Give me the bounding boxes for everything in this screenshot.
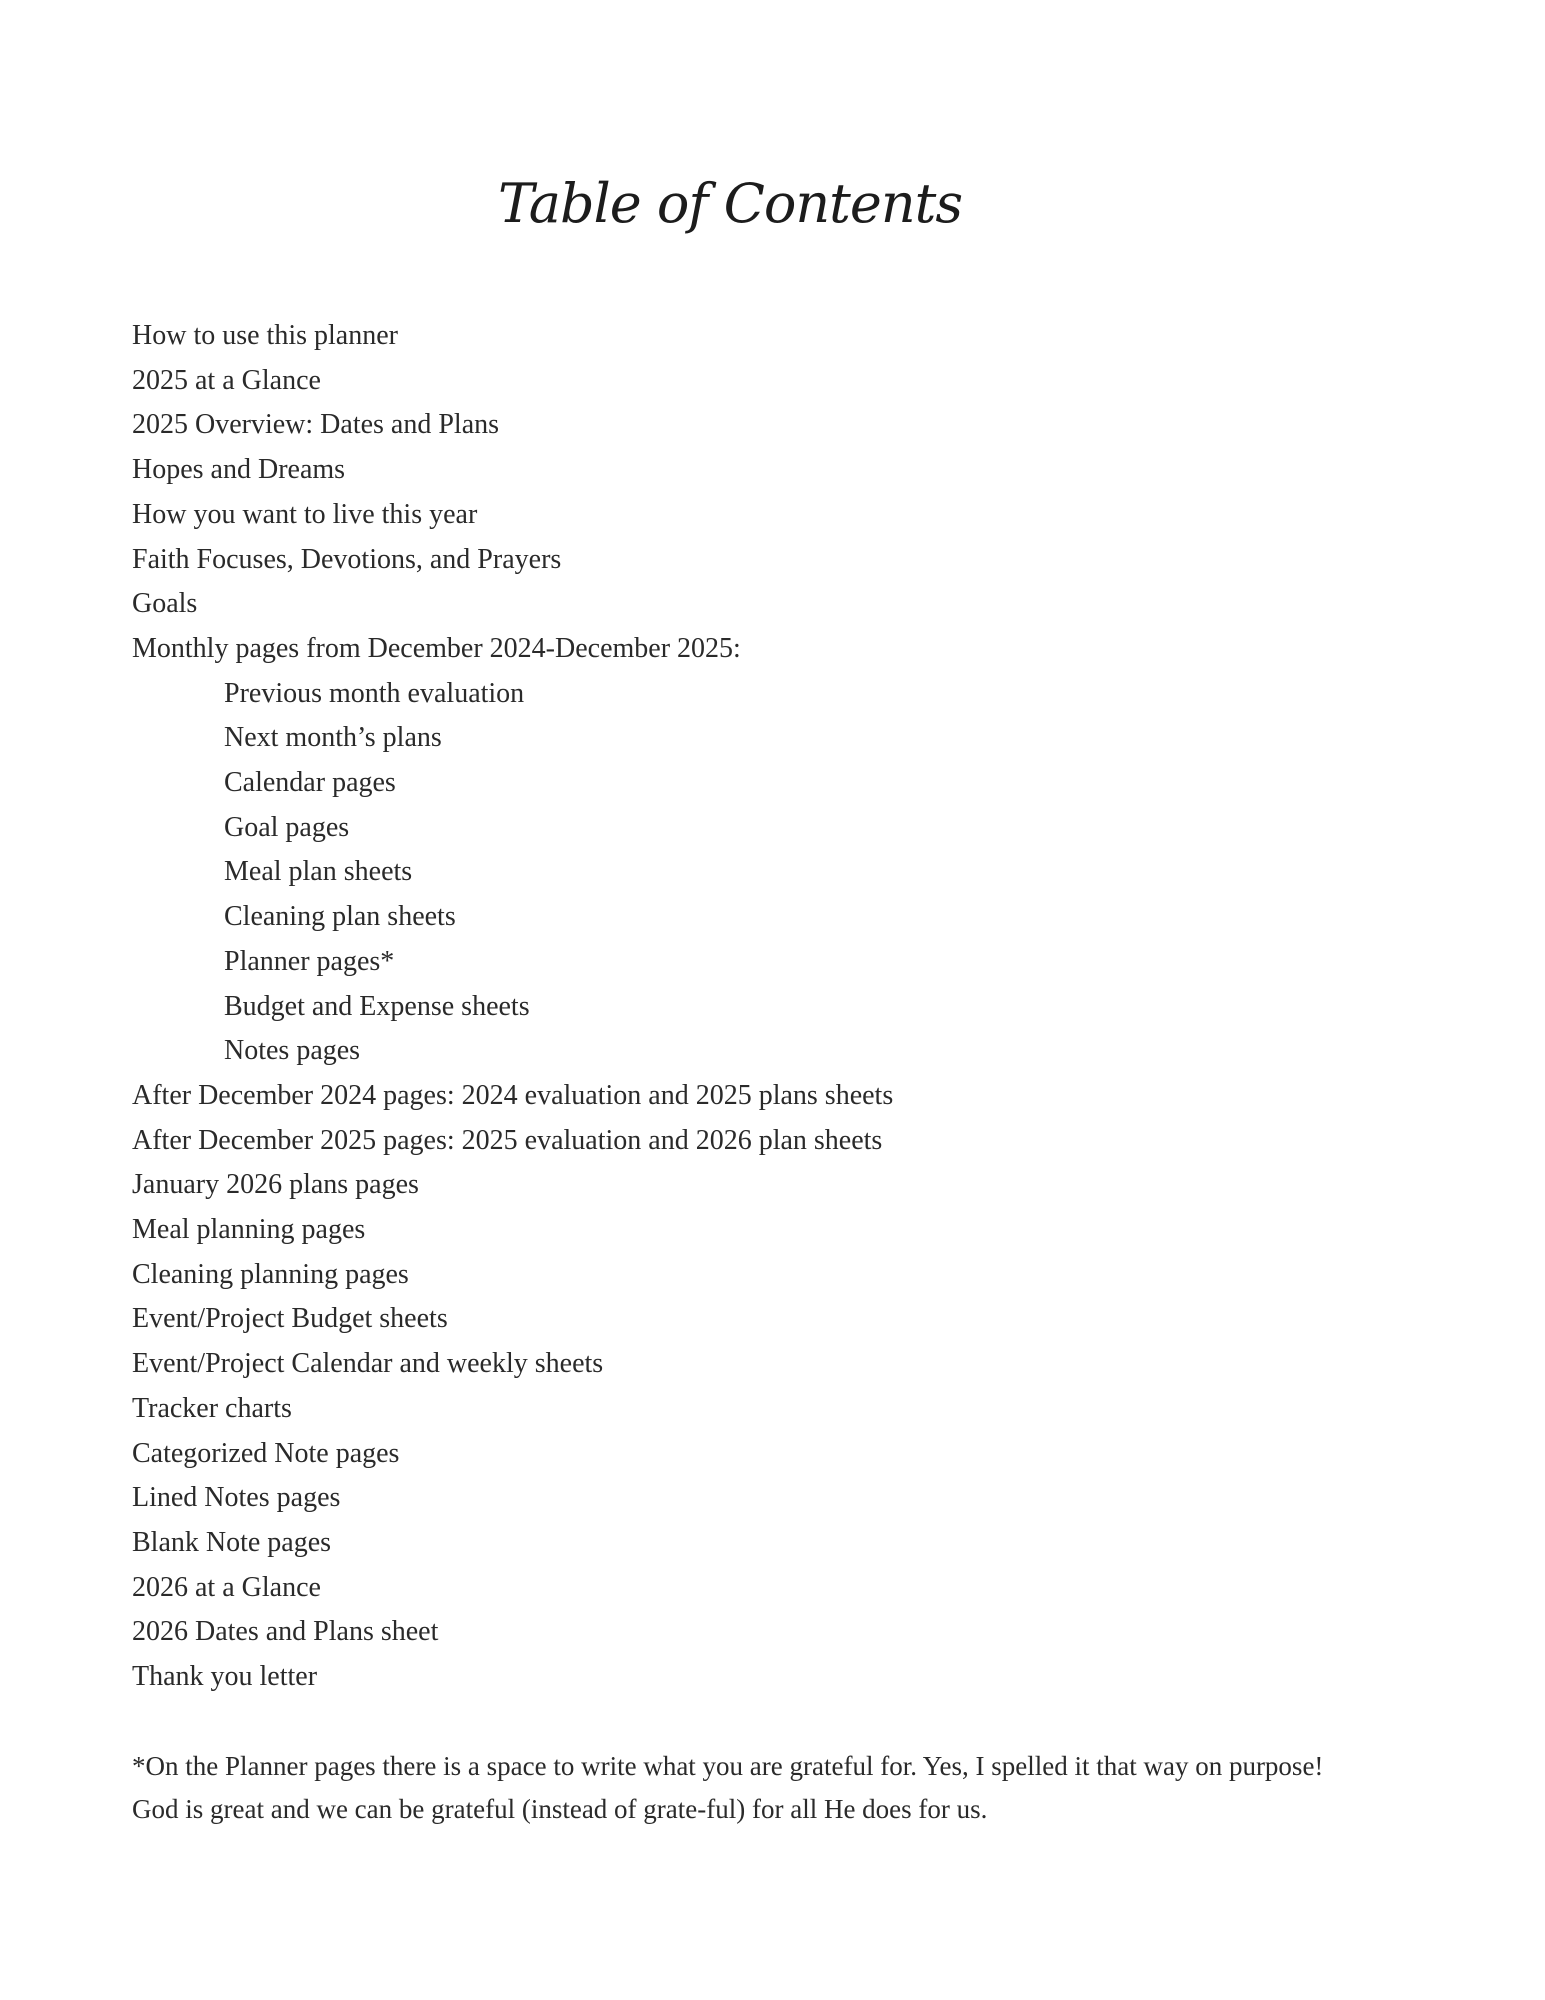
toc-item: 2025 Overview: Dates and Plans: [132, 409, 500, 441]
toc-subitem: Goal pages: [224, 811, 350, 843]
toc-item: 2026 at a Glance: [132, 1571, 321, 1603]
toc-item: Goals: [132, 588, 198, 620]
toc-item: Blank Note pages: [132, 1526, 332, 1558]
toc-item: 2025 at a Glance: [132, 364, 321, 396]
toc-item: Meal planning pages: [132, 1214, 366, 1246]
footnote-line-2: God is great and we can be grateful (instead of grate-ful) for all He does for us.: [132, 1794, 988, 1824]
toc-subitem: Calendar pages: [224, 767, 396, 799]
toc-subitem: Next month’s plans: [224, 722, 442, 754]
toc-item: After December 2025 pages: 2025 evaluation and 2026 plan sheets: [132, 1124, 883, 1156]
toc-item: Lined Notes pages: [132, 1482, 341, 1514]
toc-item: January 2026 plans pages: [132, 1169, 419, 1201]
page-title: Table of Contents: [497, 172, 963, 235]
toc-subitem: Cleaning plan sheets: [224, 901, 456, 933]
toc-item: Event/Project Budget sheets: [132, 1303, 448, 1335]
toc-item: Cleaning planning pages: [132, 1258, 409, 1290]
toc-item: Tracker charts: [132, 1392, 292, 1424]
toc-item: Categorized Note pages: [132, 1437, 400, 1469]
toc-item: After December 2024 pages: 2024 evaluation and 2025 plans sheets: [132, 1079, 894, 1111]
toc-subitem: Planner pages*: [224, 945, 395, 977]
toc-subitem: Meal plan sheets: [224, 856, 413, 888]
toc-item: 2026 Dates and Plans sheet: [132, 1616, 439, 1648]
toc-subitem: Notes pages: [224, 1035, 361, 1067]
toc-item: How to use this planner: [132, 320, 398, 351]
footnote: [132, 1745, 1432, 1831]
toc-item: How you want to live this year: [132, 498, 478, 530]
toc-item: Thank you letter: [132, 1661, 318, 1693]
table-of-contents-list: [132, 314, 893, 1700]
toc-item: Event/Project Calendar and weekly sheets: [132, 1348, 604, 1380]
toc-item: Faith Focuses, Devotions, and Prayers: [132, 543, 562, 575]
toc-subitem: Budget and Expense sheets: [224, 990, 530, 1022]
toc-item: Hopes and Dreams: [132, 454, 346, 486]
footnote-line-1: *On the Planner pages there is a space to write what you are grateful for. Yes, I spelled it that way on purpose!: [132, 1751, 1324, 1781]
toc-item: Monthly pages from December 2024-December 2025:: [132, 632, 741, 664]
toc-subitem: Previous month evaluation: [224, 677, 525, 709]
